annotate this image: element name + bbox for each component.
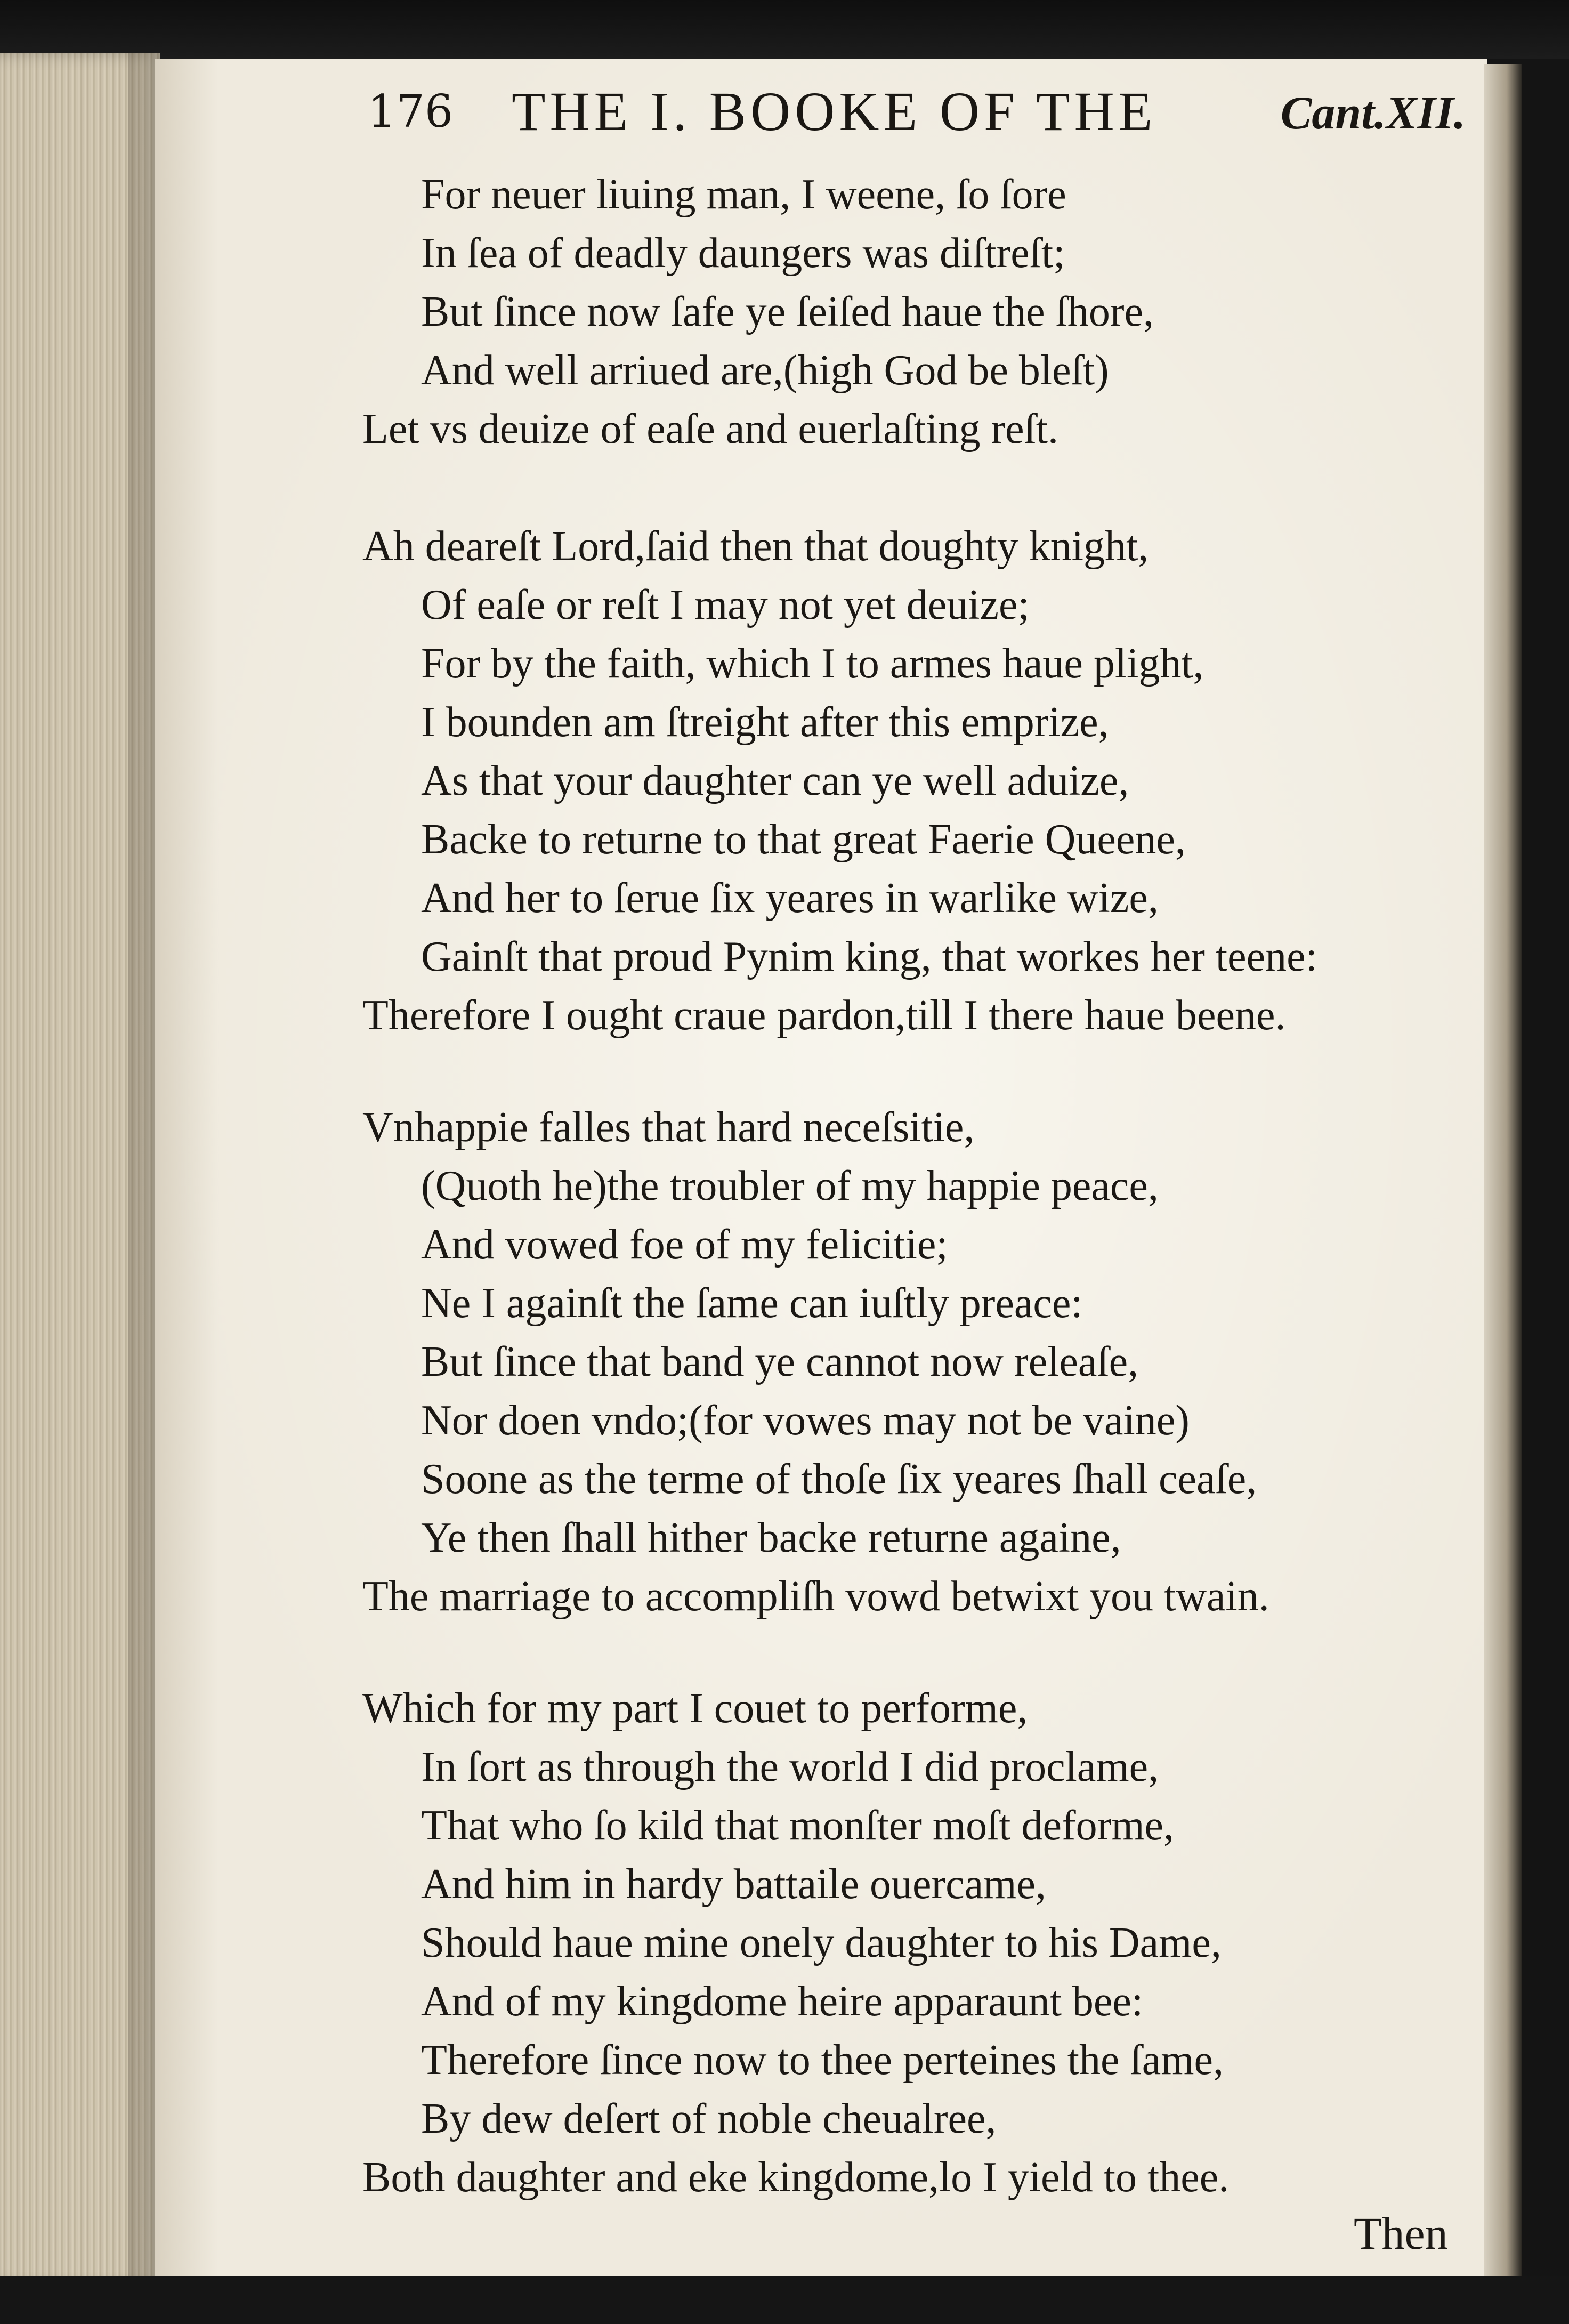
poem-line: In ſort as through the world I did proclame,: [421, 1744, 1159, 1790]
poem-line: And of my kingdome heire apparaunt bee:: [421, 1978, 1144, 2025]
poem-line: That who ſo kild that monſter moſt deforme,: [421, 1802, 1175, 1849]
poem-line: Vnhappie falles that hard neceſsitie,: [362, 1104, 975, 1151]
poem-line: And well arriued are,(high God be bleſt): [421, 347, 1109, 394]
poem-line: Therefore ſince now to thee perteines the ſame,: [421, 2037, 1224, 2084]
running-title: THE I. BOOKE OF THE: [512, 81, 1157, 142]
poem-line: In ſea of deadly daungers was diſtreſt;: [421, 230, 1065, 277]
poem-line: For by the faith, which I to armes haue plight,: [421, 640, 1204, 687]
page-number: 176: [368, 85, 454, 138]
poem-line: Therefore I ought craue pardon,till I there haue beene.: [362, 992, 1286, 1039]
poem-line: Let vs deuize of eaſe and euerlaſting reſt.: [362, 406, 1059, 453]
poem-line: (Quoth he)the troubler of my happie peace,: [421, 1163, 1159, 1209]
catchword: Then: [1354, 2208, 1448, 2259]
canto-label: Cant.XII.: [1280, 87, 1466, 139]
poem-line: Both daughter and eke kingdome,lo I yield to thee.: [362, 2154, 1230, 2201]
poem-line: And vowed foe of my felicitie;: [421, 1221, 948, 1268]
poem-line: Of eaſe or reſt I may not yet deuize;: [421, 582, 1030, 628]
poem-line: Which for my part I couet to performe,: [362, 1685, 1028, 1732]
poem-line: Ne I againſt the ſame can iuſtly preace:: [421, 1280, 1083, 1327]
poem-line: And her to ſerue ſix yeares in warlike wize,: [421, 875, 1159, 922]
poem-line: Ah deareſt Lord,ſaid then that doughty knight,: [362, 523, 1149, 570]
poem-line: Soone as the terme of thoſe ſix yeares ſhall ceaſe,: [421, 1456, 1257, 1503]
poem-line: For neuer liuing man, I weene, ſo ſore: [421, 171, 1066, 218]
poem-line: But ſince that band ye cannot now releaſe,: [421, 1338, 1139, 1385]
poem-line: Should haue mine onely daughter to his Dame,: [421, 1919, 1222, 1966]
poem-line: Gainſt that proud Pynim king, that workes her teene:: [421, 933, 1317, 980]
poem-line: By dew deſert of noble cheualree,: [421, 2095, 997, 2142]
poem-line: And him in hardy battaile ouercame,: [421, 1861, 1046, 1908]
poem-line: I bounden am ſtreight after this emprize,: [421, 699, 1109, 746]
poem-line: The marriage to accompliſh vowd betwixt you twain.: [362, 1573, 1269, 1620]
poem-line: But ſince now ſafe ye ſeiſed haue the ſhore,: [421, 288, 1154, 335]
poem-line: Ye then ſhall hither backe returne againe,: [421, 1514, 1121, 1561]
poem-line: Nor doen vndo;(for vowes may not be vaine): [421, 1397, 1190, 1444]
poem-line: As that your daughter can ye well aduize,: [421, 757, 1129, 804]
poem-line: Backe to returne to that great Faerie Queene,: [421, 816, 1186, 863]
